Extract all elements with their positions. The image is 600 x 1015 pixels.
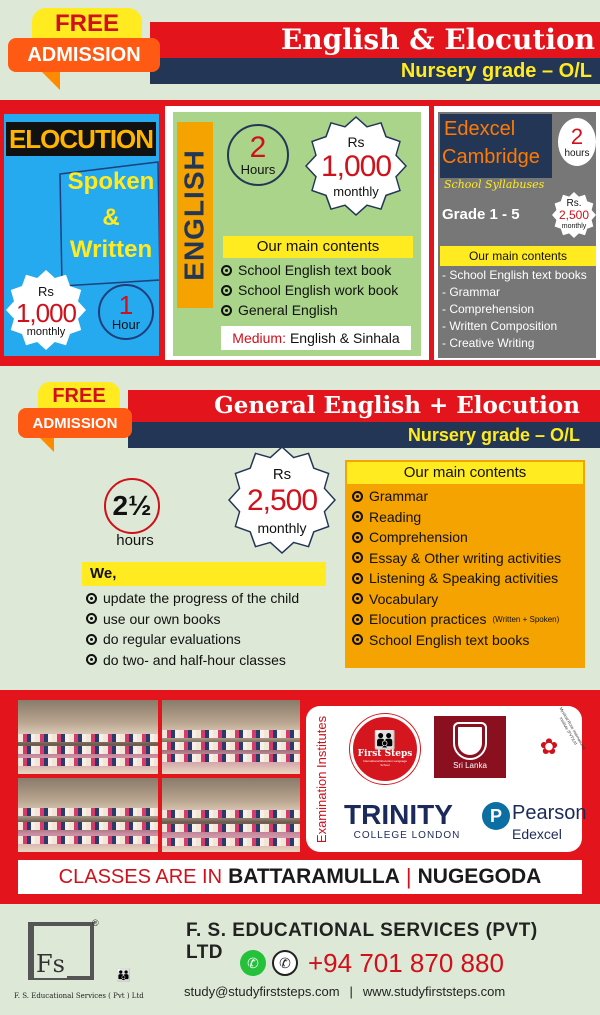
elocution-hour-num: 1 xyxy=(118,290,134,320)
bullet-icon xyxy=(221,265,232,276)
list-item: - Written Composition xyxy=(442,319,558,333)
first-steps-logo xyxy=(350,714,420,784)
admission-text: ADMISSION xyxy=(27,43,141,66)
free-text: FREE xyxy=(54,10,119,37)
bullet-icon xyxy=(352,634,363,645)
bullet-icon xyxy=(352,532,363,543)
first-steps-sub: International Elocution Language School xyxy=(363,759,407,767)
elocution-monthly: monthly xyxy=(26,326,66,338)
edexcel-hours-circle xyxy=(558,118,596,166)
family-icon: 👪 xyxy=(373,730,397,750)
whatsapp-icon[interactable]: ✆ xyxy=(240,950,266,976)
free-tag xyxy=(32,8,142,40)
bullet-icon xyxy=(221,285,232,296)
elocution-panel xyxy=(4,114,159,356)
list-item: Elocution practices (Written + Spoken) xyxy=(352,609,584,630)
bullet-icon xyxy=(86,634,97,645)
list-item: General English xyxy=(221,300,421,320)
english-monthly: monthly xyxy=(333,184,379,199)
family-logo-icon: 👪 xyxy=(116,968,131,982)
phone-icon[interactable]: ✆ xyxy=(272,950,298,976)
edexcel-line2: Cambridge xyxy=(442,146,540,168)
bullet-icon xyxy=(352,593,363,604)
mystical-rose-text: Mystical Rose International Institute (PVT)Ltd xyxy=(558,706,587,751)
english-hours-word: Hours xyxy=(240,162,276,177)
elocution-rs: Rs xyxy=(38,284,54,299)
general-contents-list xyxy=(352,486,584,650)
general-grade: Nursery grade – O/L xyxy=(407,425,580,445)
sri-lanka-text: Sri Lanka xyxy=(453,761,487,770)
english-medium-label: Medium: xyxy=(232,330,286,346)
list-item: Reading xyxy=(352,507,584,528)
list-item: Comprehension xyxy=(352,527,584,548)
general-we-list xyxy=(86,588,346,670)
class-photo-2 xyxy=(162,700,300,774)
bullet-icon xyxy=(86,593,97,604)
list-item: School English text books xyxy=(352,630,584,651)
general-we: We, xyxy=(90,565,117,582)
general-hours-word: hours xyxy=(116,532,154,549)
general-section xyxy=(0,378,600,683)
list-item: - School English text books xyxy=(442,268,587,282)
shield-icon xyxy=(455,724,485,758)
elocution-title: ELOCUTION xyxy=(8,123,154,154)
edexcel-panel xyxy=(434,106,600,360)
classes-place2: NUGEGODA xyxy=(417,865,542,888)
top-header xyxy=(0,0,600,95)
email-link[interactable]: study@studyfirststeps.com xyxy=(184,984,340,999)
classes-sep: | xyxy=(405,864,412,889)
admission-tail xyxy=(42,72,60,90)
english-list xyxy=(221,260,421,320)
general-admission-tag xyxy=(18,408,132,438)
class-photo-1 xyxy=(18,700,158,774)
classes-prefix: CLASSES ARE IN xyxy=(58,865,223,888)
elocution-price: 1,000 xyxy=(15,298,77,328)
list-item: use our own books xyxy=(86,609,346,630)
english-panel xyxy=(165,106,429,360)
pearson-icon xyxy=(482,802,510,830)
elocution-hour-word: Hour xyxy=(111,317,141,332)
web-sep: | xyxy=(349,984,353,999)
general-price: 2,500 xyxy=(246,484,318,517)
list-item: Listening & Speaking activities xyxy=(352,568,584,589)
list-item: - Creative Writing xyxy=(442,336,535,350)
trinity-sub: COLLEGE LONDON xyxy=(353,830,461,841)
bullet-icon xyxy=(352,573,363,584)
english-hours-num: 2 xyxy=(249,131,267,164)
general-contents-title: Our main contents xyxy=(347,462,583,484)
edexcel-list xyxy=(442,267,598,352)
general-rs: Rs xyxy=(272,466,292,483)
bullet-icon xyxy=(221,305,232,316)
bullet-icon xyxy=(352,491,363,502)
general-free-text: FREE xyxy=(52,384,106,407)
english-price: 1,000 xyxy=(320,150,392,183)
institutes-vertical: Examination Institutes xyxy=(314,715,330,843)
list-item: update the progress of the child xyxy=(86,588,346,609)
classes-place1: BATTARAMULLA xyxy=(228,865,400,888)
classes-bar xyxy=(18,860,582,894)
list-item: School English work book xyxy=(221,280,421,300)
elocution-written: Written xyxy=(69,236,153,263)
general-hours-circle xyxy=(104,478,160,534)
edexcel-hours-word: hours xyxy=(564,147,590,159)
header-title: English & Elocution xyxy=(280,23,595,56)
edexcel-grade: Grade 1 - 5 xyxy=(442,206,520,223)
bullet-icon xyxy=(352,614,363,625)
website-link[interactable]: www.studyfirststeps.com xyxy=(362,984,506,999)
list-item: - Grammar xyxy=(442,285,500,299)
edexcel-syllabus: School Syllabuses xyxy=(444,178,545,191)
bullet-icon xyxy=(352,552,363,563)
bullet-icon xyxy=(86,654,97,665)
list-item: - Comprehension xyxy=(442,302,535,316)
fs-logo xyxy=(18,918,131,984)
rose-icon: ✿ xyxy=(539,734,559,759)
english-vertical-box xyxy=(177,122,213,308)
elocution-spoken: Spoken xyxy=(67,168,155,195)
general-admission-tail xyxy=(40,438,54,452)
logo-caption: F. S. Educational Services ( Pvt ) Ltd xyxy=(14,992,144,1000)
list-item: Essay & Other writing activities xyxy=(352,548,584,569)
class-photo-3 xyxy=(18,778,158,852)
general-title: General English + Elocution xyxy=(214,392,580,419)
header-grade: Nursery grade – O/L xyxy=(400,60,592,82)
edexcel-line1: Edexcel xyxy=(444,118,516,140)
general-we-bar xyxy=(82,562,326,586)
general-monthly: monthly xyxy=(257,520,307,536)
english-medium-value: English & Sinhala xyxy=(289,330,400,346)
pearson-text: Pearson xyxy=(512,802,587,824)
edexcel-hours-num: 2 xyxy=(570,123,584,149)
class-photo-4 xyxy=(162,778,300,852)
english-vertical-text: ENGLISH xyxy=(179,149,210,281)
footer xyxy=(0,904,600,1015)
logo-text: Fs xyxy=(36,950,65,978)
english-rs: Rs xyxy=(347,134,365,150)
pearson-sub: Edexcel xyxy=(512,826,562,842)
edexcel-rs: Rs. xyxy=(566,198,582,209)
trinity-logo xyxy=(344,800,476,844)
contact-row xyxy=(240,948,504,978)
logo-registered: ® xyxy=(92,918,99,928)
elocution-title-box xyxy=(6,122,156,156)
bullet-icon xyxy=(86,613,97,624)
elocution-amp: & xyxy=(102,204,120,231)
general-hours-num: 2½ xyxy=(112,490,152,521)
bullet-icon xyxy=(352,511,363,522)
general-admission-text: ADMISSION xyxy=(32,414,118,432)
english-contents-title: Our main contents xyxy=(223,236,413,258)
sri-lanka-logo xyxy=(434,716,506,778)
list-item: do two- and half-hour classes xyxy=(86,650,346,671)
edexcel-contents-title: Our main contents xyxy=(440,246,596,266)
general-free-tag xyxy=(38,382,120,410)
admission-tag xyxy=(8,38,160,72)
list-item: Vocabulary xyxy=(352,589,584,610)
english-medium-box xyxy=(221,326,411,350)
company-name: F. S. EDUCATIONAL SERVICES (PVT) LTD xyxy=(186,920,538,963)
phone-number[interactable]: +94 701 870 880 xyxy=(308,947,504,978)
edexcel-price: 2,500 xyxy=(558,208,590,222)
trinity-text: TRINITY xyxy=(344,799,453,830)
english-hours-circle xyxy=(227,124,289,186)
mystical-rose-logo xyxy=(518,706,587,782)
elocution-note: (Written + Spoken) xyxy=(492,614,560,624)
list-item: School English text book xyxy=(221,260,421,280)
edexcel-monthly: monthly xyxy=(561,223,587,230)
pearson-p: P xyxy=(489,805,502,826)
elocution-hour-circle xyxy=(98,284,154,340)
list-item: do regular evaluations xyxy=(86,629,346,650)
web-row xyxy=(184,984,505,999)
first-steps-name: First Steps xyxy=(357,749,413,759)
list-item: Grammar xyxy=(352,486,584,507)
